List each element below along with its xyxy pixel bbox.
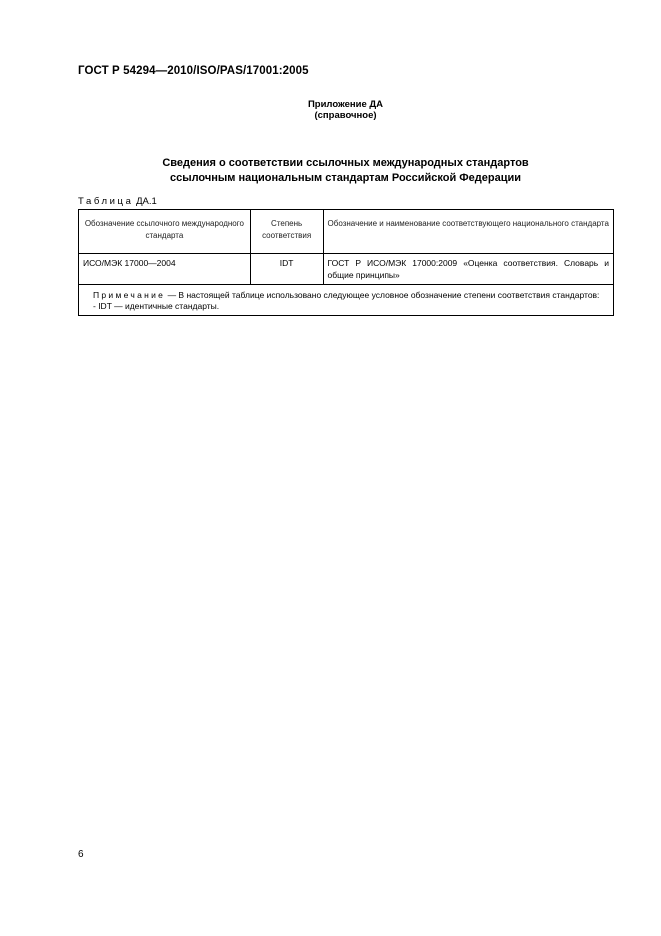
note-label: Примечание <box>93 290 166 300</box>
cell-national-standard: ГОСТ Р ИСО/МЭК 17000:2009 «Оценка соответствия. Словарь и общие принципы» <box>323 254 614 285</box>
table-label-word: Таблица <box>78 196 134 207</box>
table-row <box>79 254 614 285</box>
page-number: 6 <box>78 849 84 860</box>
document-header: ГОСТ Р 54294—2010/ISO/PAS/17001:2005 <box>78 65 309 77</box>
section-title <box>0 156 661 186</box>
annex-type: (справочное) <box>314 110 377 121</box>
table-note-row <box>79 285 614 316</box>
correspondence-table <box>78 209 614 316</box>
note-item: - IDT — идентичные стандарты. <box>93 301 220 311</box>
header-cell-national-standard: Обозначение и наименование соответствующего национального стандарта <box>323 210 614 254</box>
header-cell-international-standard: Обозначение ссылочного международного стандарта <box>79 210 251 254</box>
annex-heading <box>0 99 661 121</box>
cell-international-standard: ИСО/МЭК 17000—2004 <box>79 254 251 285</box>
table-header-row <box>79 210 614 254</box>
section-title-line2: ссылочным национальным стандартам Российской Федерации <box>169 172 522 184</box>
section-title-line1: Сведения о соответствии ссылочных международных стандартов <box>162 157 529 169</box>
table-label <box>78 196 157 207</box>
annex-title: Приложение ДА <box>307 99 384 110</box>
note-text: — В настоящей таблице использовано следующее условное обозначение степени соответствия стандартов: <box>165 290 600 300</box>
table-label-number: ДА.1 <box>136 196 157 207</box>
header-cell-degree: Степень соответствия <box>250 210 323 254</box>
table-note <box>79 285 614 316</box>
cell-degree: IDT <box>250 254 323 285</box>
